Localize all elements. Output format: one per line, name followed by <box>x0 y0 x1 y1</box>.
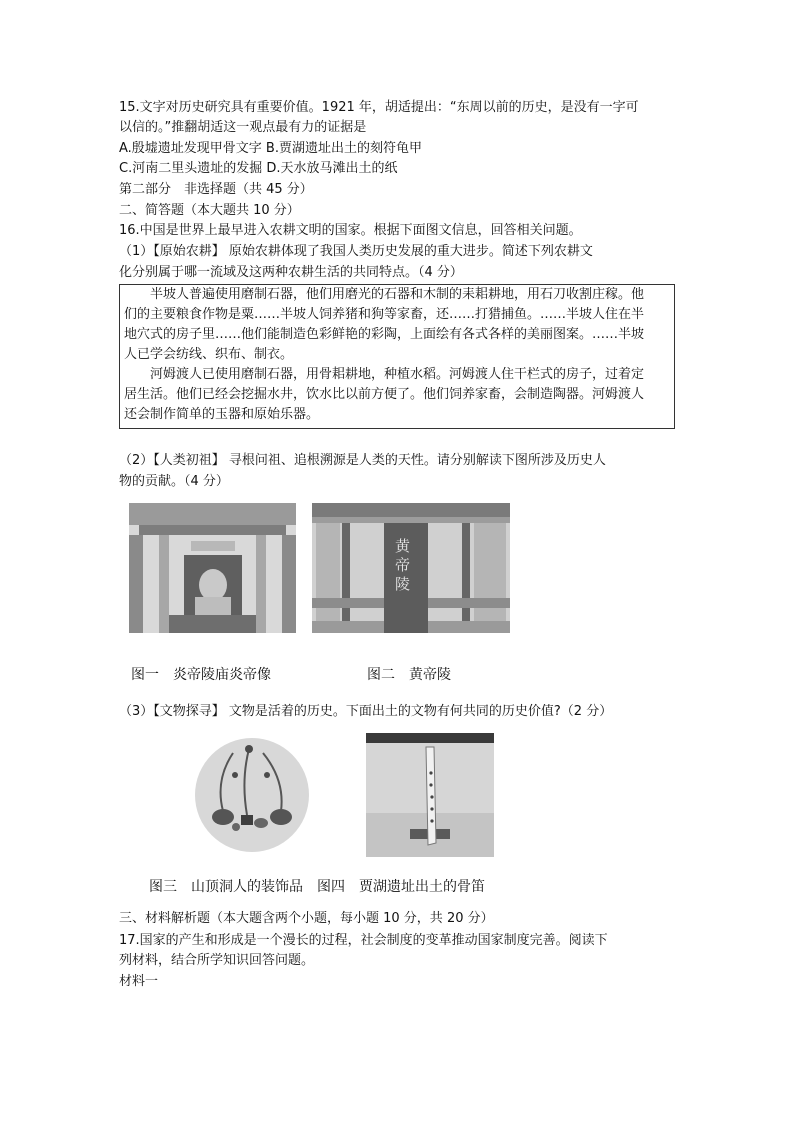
q16-part3: （3）【文物探寻】 文物是活着的历史。下面出土的文物有何共同的历史价值?（2 分） <box>119 704 613 719</box>
q15-stem-line2: 以信的。”推翻胡适这一观点最有力的证据是 <box>119 120 367 135</box>
figure3-ornament-photo <box>193 735 311 855</box>
q17-material1: 材料一 <box>119 974 159 989</box>
huangdi-stele-inscription: 黄帝陵 <box>393 538 411 595</box>
figure3-4-caption: 图三 山顶洞人的装饰品 图四 贾湖遗址出土的骨笛 <box>149 879 485 895</box>
box-line: 半坡人普遍使用磨制石器，他们用磨光的石器和木制的耒耜耕地，用石刀收割庄稼。他 <box>124 287 645 302</box>
figure1-yandi-photo <box>129 503 296 633</box>
q16-part1-line2: 化分别属于哪一流域及这两种农耕生活的共同特点。（4 分） <box>119 265 463 280</box>
figure4-bone-flute-photo <box>366 733 494 857</box>
section3-heading: 三、材料解析题（本大题含两个小题，每小题 10 分，共 20 分） <box>119 911 494 926</box>
q17-stem-line2: 列材料，结合所学知识回答问题。 <box>119 953 315 968</box>
section2-heading: 二、简答题（本大题共 10 分） <box>119 203 300 218</box>
box-line: 人已学会纺线、织布、制衣。 <box>124 347 294 362</box>
q16-part2-line2: 物的贡献。（4 分） <box>119 474 229 489</box>
q16-part1-line1: （1）【原始农耕】 原始农耕体现了我国人类历史发展的重大进步。简述下列农耕文 <box>119 244 593 259</box>
figure2-caption: 图二 黄帝陵 <box>367 667 451 683</box>
q15-options-ab: A.殷墟遗址发现甲骨文字 B.贾湖遗址出土的刻符龟甲 <box>119 141 422 156</box>
q17-stem-line1: 17.国家的产生和形成是一个漫长的过程，社会制度的变革推动国家制度完善。阅读下 <box>119 933 608 948</box>
figure1-caption: 图一 炎帝陵庙炎帝像 <box>131 667 271 683</box>
box-line: 地穴式的房子里……他们能制造色彩鲜艳的彩陶，上面绘有各式各样的美丽图案。……半坡 <box>124 327 645 342</box>
box-line: 河姆渡人已使用磨制石器，用骨耜耕地，种植水稻。河姆渡人住干栏式的房子，过着定 <box>124 367 645 382</box>
box-line: 还会制作简单的玉器和原始乐器。 <box>124 407 320 422</box>
part2-heading: 第二部分 非选择题（共 45 分） <box>119 182 313 197</box>
material-box <box>119 284 675 429</box>
q15-options-cd: C.河南二里头遗址的发掘 D.天水放马滩出土的纸 <box>119 161 398 176</box>
q16-stem: 16.中国是世界上最早进入农耕文明的国家。根据下面图文信息，回答相关问题。 <box>119 223 582 238</box>
box-line: 们的主要粮食作物是粟……半坡人饲养猪和狗等家畜，还……打猎捕鱼。……半坡人住在半 <box>124 307 645 322</box>
q15-stem-line1: 15.文字对历史研究具有重要价值。1921 年，胡适提出：“东周以前的历史，是没有一字可 <box>119 100 639 115</box>
box-line: 居生活。他们已经会挖掘水井，饮水比以前方便了。他们饲养家畜，会制造陶器。河姆渡人 <box>124 387 645 402</box>
q16-part2-line1: （2）【人类初祖】 寻根问祖、追根溯源是人类的天性。请分别解读下图所涉及历史人 <box>119 453 606 468</box>
